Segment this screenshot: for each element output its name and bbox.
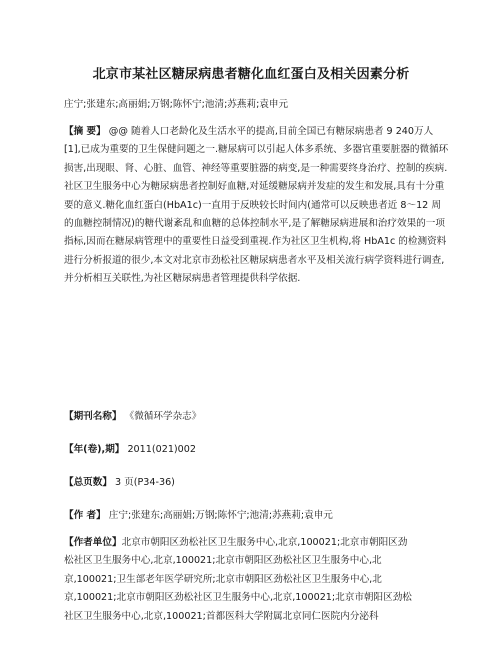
page-count-field [64, 474, 175, 488]
page-count-label: 【总页数】 [64, 477, 112, 488]
author-list: 庄宁;张建东;高丽娟;万钢;陈怀宁;池清;苏燕莉;袁申元 [64, 99, 289, 110]
abstract-section [64, 123, 449, 289]
affiliation-label: 【作者单位】 [64, 537, 122, 548]
affiliation-section [64, 534, 449, 626]
journal-label: 【期刊名称】 [64, 411, 122, 422]
affiliation-line: 京,100021;北京市朝阳区劲松社区卫生服务中心,北京,100021;北京市朝阳区劲松 [64, 592, 412, 604]
affiliation-line: 松社区卫生服务中心,北京,100021;北京市朝阳区劲松社区卫生服务中心,北 [64, 555, 382, 567]
year-issue-label: 【年(卷),期】 [64, 444, 125, 455]
year-issue-value: 2011(021)002 [127, 444, 196, 455]
page-count-value: 3 页(P34-36) [115, 477, 175, 488]
journal-field [64, 408, 201, 422]
year-issue-field [64, 441, 196, 455]
affiliation-line: 【作者单位】北京市朝阳区劲松社区卫生服务中心,北京,100021;北京市朝阳区劲 [64, 537, 408, 548]
journal-value: 《微循环学杂志》 [124, 411, 202, 422]
abstract-label: 【摘 要】 [64, 126, 106, 137]
affiliation-line: 京,100021;卫生部老年医学研究所;北京市朝阳区劲松社区卫生服务中心,北 [64, 573, 382, 585]
affiliation-line: 社区卫生服务中心,北京,100021;首都医科大学附属北京同仁医院内分泌科 [64, 610, 379, 622]
author-field-value: 庄宁;张建东;高丽娟;万钢;陈怀宁;池清;苏燕莉;袁申元 [108, 510, 333, 521]
abstract-text: @@ 随着人口老龄化及生活水平的提高,目前全国已有糖尿病患者 9 240万人[1],已成为重要的卫生保健问题之一.糖尿病可以引起人体多系统、多器官重要脏器的微循环损害,出现眼、肾、心脏、血管、神经等重要脏器的病变,是一种需要终身治疗、控制的疾病.社区卫生服务中心为糖尿病患者控制好血糖,对延缓糖尿病并发症的发生和发展,具有十分重要的意义.糖化血红蛋白(HbA1c)一直用于反映较长时间内(通常可以反映患者近 8～12 周的血糖控制情况)的糖代谢紊乱和血糖的总体控制水平,是了解糖尿病进展和治疗效果的一项指标,因而在糖尿病管理中的重要性日益受到重视.作为社区卫生机构,将 HbA1c 的检测资料进行分析报道的很少,本文对北京市劲松社区糖尿病患者水平及相关流行病学资料进行调查,并分析相互关联性,为社区糖尿病患者管理提供科学依据. [64, 126, 449, 285]
article-title: 北京市某社区糖尿病患者糖化血红蛋白及相关因素分析 [92, 67, 410, 82]
author-field [64, 507, 333, 521]
author-field-label: 【作 者】 [64, 510, 106, 521]
